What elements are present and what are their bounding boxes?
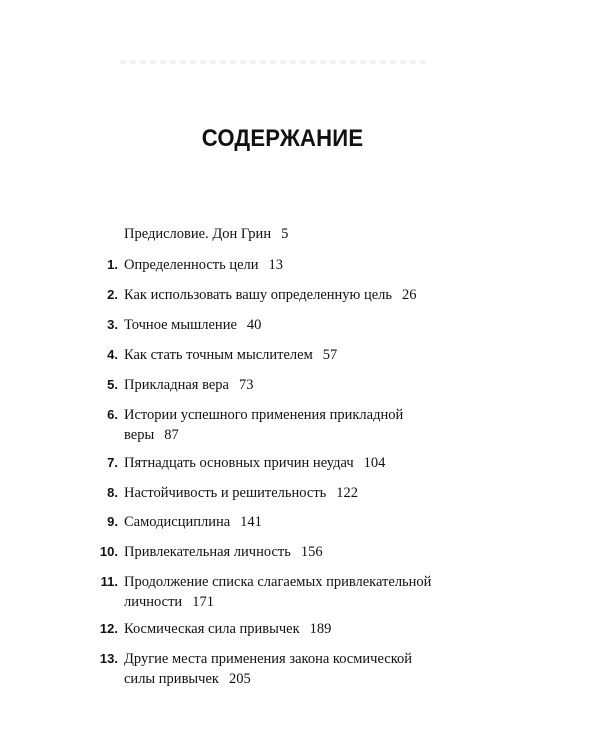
page-number: 156 <box>300 544 323 560</box>
page-number: 87 <box>164 427 179 443</box>
chapter-title <box>124 483 464 503</box>
page-number: 40 <box>246 317 262 333</box>
chapter-title <box>124 405 464 445</box>
chapter-number: 13. <box>99 651 118 666</box>
chapter-number: 12. <box>99 621 118 636</box>
chapter-number: 10. <box>99 544 118 559</box>
page-number: 205 <box>228 671 251 687</box>
chapter-title-line: личности <box>124 594 183 610</box>
chapter-number: 4. <box>107 347 118 362</box>
chapter-number: 3. <box>107 317 118 332</box>
page-number: 141 <box>240 514 262 530</box>
chapter-title-line: Прикладная вера <box>124 377 229 393</box>
chapter-title <box>124 453 464 473</box>
chapter-number: 9. <box>107 514 118 529</box>
page-number: 171 <box>192 594 214 610</box>
chapter-title <box>124 649 464 689</box>
page-number: 5 <box>281 226 289 242</box>
chapter-number: 8. <box>107 485 118 500</box>
chapter-title-line: Другие места применения закона космической <box>124 651 413 667</box>
chapter-title-line: веры <box>124 427 155 443</box>
chapter-title <box>124 224 464 244</box>
chapter-title <box>124 572 464 612</box>
chapter-title-line: Предисловие. Дон Грин <box>124 226 272 242</box>
page-number: 104 <box>363 455 386 471</box>
chapter-title <box>124 375 464 395</box>
chapter-title-line: Пятнадцать основных причин неудач <box>124 455 354 471</box>
chapter-title <box>124 285 464 305</box>
chapter-title <box>124 345 464 365</box>
chapter-title <box>124 255 464 275</box>
chapter-title <box>124 619 464 639</box>
chapter-number: 1. <box>107 257 118 272</box>
chapter-title-line: Космическая сила привычек <box>124 621 300 637</box>
chapter-title <box>124 512 464 532</box>
chapter-title-line: Продолжение списка слагаемых привлекательной <box>124 574 432 590</box>
chapter-title-line: силы привычек <box>124 671 219 687</box>
page-number: 57 <box>322 347 338 363</box>
page-number: 122 <box>336 485 359 501</box>
chapter-title-line: Как стать точным мыслителем <box>124 347 313 363</box>
chapter-title-line: Истории успешного применения прикладной <box>124 407 404 423</box>
chapter-title-line: Настойчивость и решительность <box>124 485 327 501</box>
chapter-number: 2. <box>107 287 118 302</box>
chapter-number: 6. <box>107 407 118 422</box>
chapter-title-line: Определенность цели <box>124 257 259 273</box>
chapter-title-line: Точное мышление <box>124 317 237 333</box>
chapter-number: 5. <box>107 377 118 392</box>
chapter-number: 11. <box>100 574 118 589</box>
chapter-number: 7. <box>107 455 118 470</box>
show-through-text <box>120 60 430 64</box>
chapter-title-line: Самодисциплина <box>124 514 231 530</box>
chapter-title-line: Привлекательная личность <box>124 544 291 560</box>
page-number: 189 <box>309 621 332 637</box>
page-number: 73 <box>238 377 254 393</box>
chapter-title <box>124 315 464 335</box>
chapter-title-line: Как использовать вашу определенную цель <box>124 287 393 303</box>
page-title: СОДЕРЖАНИЕ <box>201 125 364 152</box>
page-number: 26 <box>402 287 417 303</box>
chapter-title <box>124 542 464 562</box>
page-number: 13 <box>268 257 284 273</box>
